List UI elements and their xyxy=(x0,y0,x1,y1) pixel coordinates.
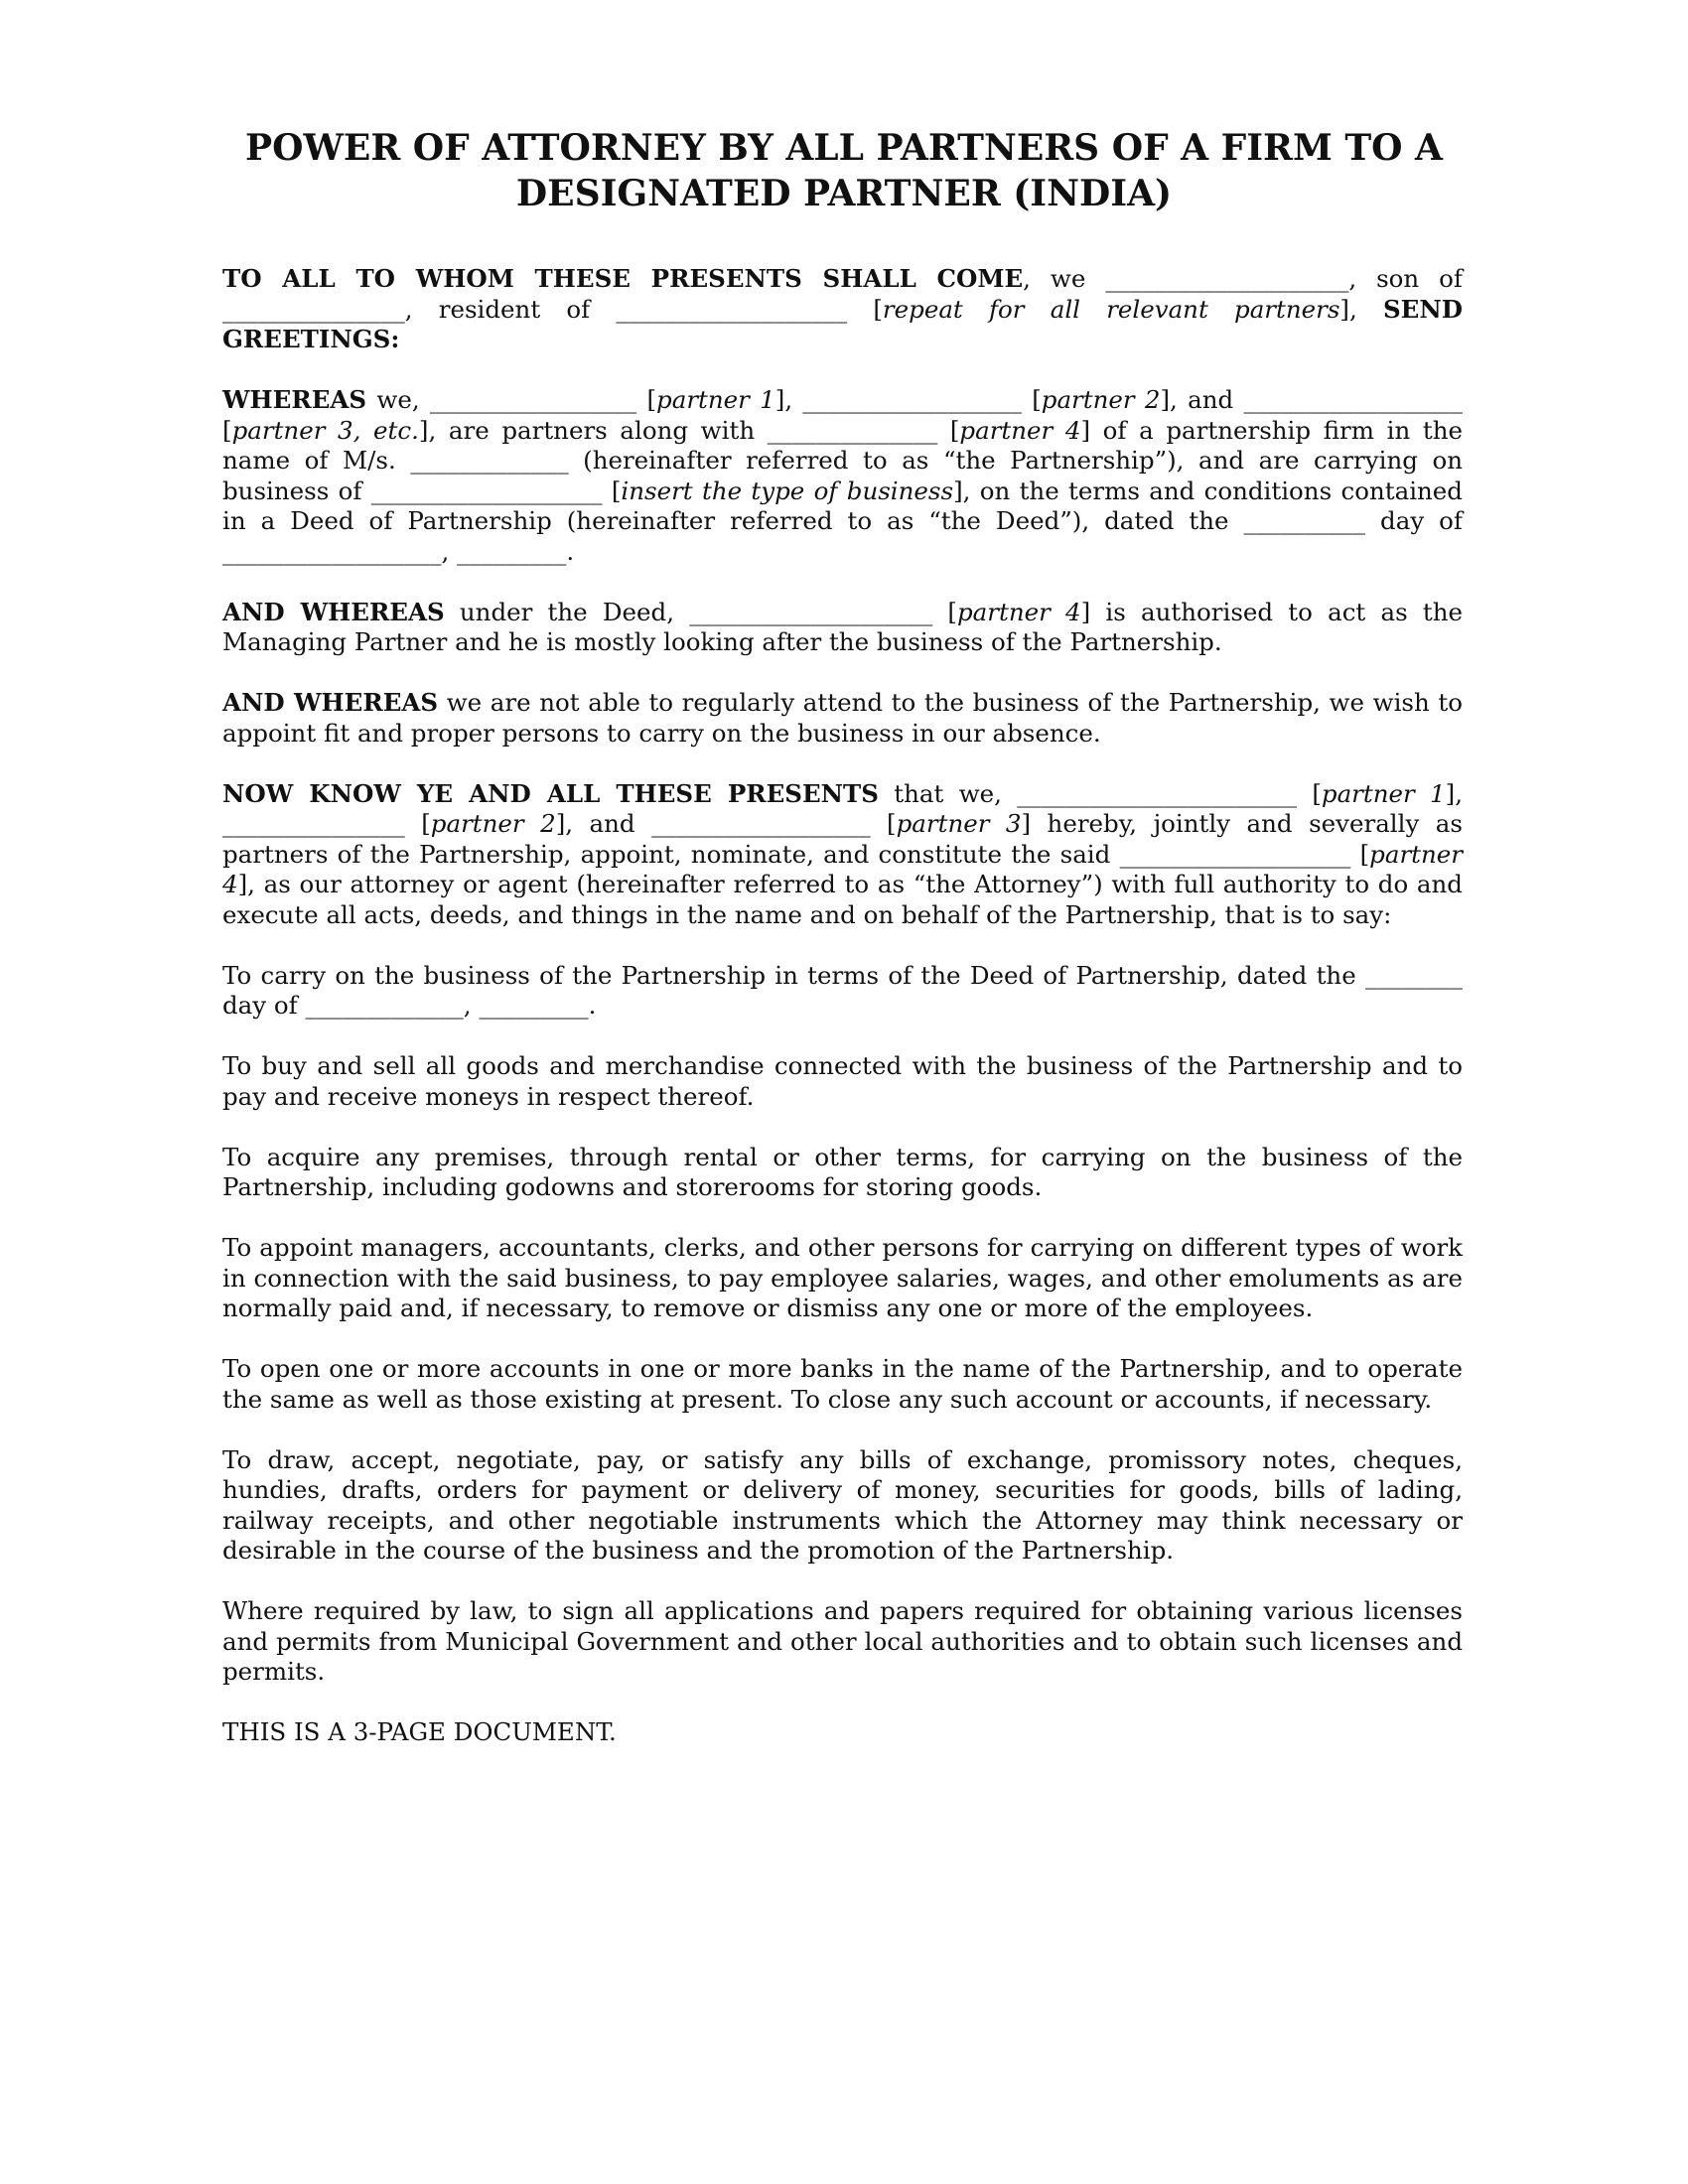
text-run: , we ____________________, son of _______________, resident of ___________________ [ xyxy=(222,264,1463,324)
italic-placeholder: partner 3 xyxy=(896,809,1022,838)
text-run: ], as our attorney or agent (hereinafter referred to as “the Attorney”) with full authority to do and execute all acts, deeds, and things in the name and on behalf of the Partnership, that is to say: xyxy=(222,870,1463,929)
whereas-partners-paragraph xyxy=(222,385,1463,567)
whereas-absence-paragraph xyxy=(222,688,1463,749)
text-run: we, _________________ [ xyxy=(366,385,657,414)
text-run: To draw, accept, negotiate, pay, or satisfy any bills of exchange, promissory notes, cheques, hundies, drafts, orders for payment or delivery of money, securities for goods, bills of lading, railway receipts, and other negotiable instruments which the Attorney may think necessary or desirable in the course of the business and the promotion of the Partnership. xyxy=(222,1444,1463,1565)
italic-placeholder: partner 3, etc. xyxy=(231,415,419,445)
text-run: To buy and sell all goods and merchandise connected with the business of the Partnership and to pay and receive moneys in respect thereof. xyxy=(222,1051,1463,1111)
carry-on-business-paragraph xyxy=(222,961,1463,1022)
text-run: ], _______________ [ xyxy=(222,778,1463,838)
text-run: ], and __________________ [ xyxy=(555,809,897,838)
bold-text: SEND GREETINGS: xyxy=(222,294,1463,353)
text-run: under the Deed, ____________________ [ xyxy=(444,597,957,626)
text-run: Where required by law, to sign all applications and papers required for obtaining various licenses and permits from Municipal Government and other local authorities and to obtain such licenses and permits. xyxy=(222,1596,1463,1686)
now-know-ye-paragraph xyxy=(222,779,1463,931)
licenses-paragraph xyxy=(222,1596,1463,1688)
text-run: ], __________________ [ xyxy=(774,385,1042,414)
italic-placeholder: partner 1 xyxy=(1321,778,1446,808)
title-line-1: POWER OF ATTORNEY BY ALL PARTNERS OF A FIRM TO A xyxy=(245,127,1443,169)
bold-text: NOW KNOW YE AND ALL THESE PRESENTS xyxy=(222,778,879,808)
italic-placeholder: partner 1 xyxy=(656,385,775,414)
buy-and-sell-paragraph xyxy=(222,1051,1463,1112)
italic-placeholder: partner 2 xyxy=(430,809,556,838)
page-count-note xyxy=(222,1717,1463,1748)
bank-accounts-paragraph xyxy=(222,1354,1463,1415)
italic-placeholder: partner 4 xyxy=(222,839,1463,898)
acquire-premises-paragraph xyxy=(222,1143,1463,1203)
whereas-managing-partner-paragraph xyxy=(222,598,1463,658)
text-run: ], xyxy=(1339,294,1383,324)
text-run: ] is authorised to act as the Managing Partner and he is mostly looking after the business of the Partnership. xyxy=(222,597,1463,656)
document-title xyxy=(199,125,1489,216)
text-run: ], and __________________ [ xyxy=(222,385,1464,445)
bold-text: TO ALL TO WHOM THESE PRESENTS SHALL COME xyxy=(222,264,1024,293)
appoint-managers-paragraph xyxy=(222,1233,1463,1324)
italic-placeholder: partner 2 xyxy=(1041,385,1161,414)
italic-placeholder: repeat for all relevant partners xyxy=(882,294,1340,324)
italic-placeholder: partner 4 xyxy=(959,415,1081,445)
text-run: To acquire any premises, through rental or other terms, for carrying on the business of the Partnership, including godowns and storerooms for storing goods. xyxy=(222,1142,1463,1201)
text-run: To carry on the business of the Partnership in terms of the Deed of Partnership, dated the ________ day of _____________, _________. xyxy=(222,960,1463,1020)
bold-text: AND WHEREAS xyxy=(222,597,445,626)
bold-text: WHEREAS xyxy=(222,385,367,414)
document-body xyxy=(222,264,1463,1748)
italic-placeholder: insert the type of business xyxy=(621,476,954,505)
text-run: that we, _______________________ [ xyxy=(878,778,1322,808)
text-run: ], are partners along with ______________ [ xyxy=(418,415,960,445)
text-run: ] hereby, jointly and severally as partners of the Partnership, appoint, nominate, and constitute the said ___________________ [ xyxy=(222,809,1463,869)
italic-placeholder: partner 4 xyxy=(956,597,1081,626)
negotiable-instruments-paragraph xyxy=(222,1445,1463,1567)
text-run: THIS IS A 3-PAGE DOCUMENT. xyxy=(222,1717,617,1746)
greeting-paragraph xyxy=(222,264,1463,355)
title-line-2: DESIGNATED PARTNER (INDIA) xyxy=(515,173,1173,214)
text-run: To appoint managers, accountants, clerks, and other persons for carrying on different types of work in connection with the said business, to pay employee salaries, wages, and other emoluments as are normally paid and, if necessary, to remove or dismiss any one or more of the employees. xyxy=(222,1233,1463,1322)
text-run: ] of a partnership firm in the name of M/s. _____________ (hereinafter referred to as “the Partnership”), and are carrying on business of ___________________ [ xyxy=(222,415,1463,505)
text-run: To open one or more accounts in one or more banks in the name of the Partnership, and to operate the same as well as those existing at present. To close any such account or accounts, if necessary. xyxy=(222,1354,1463,1414)
text-run: we are not able to regularly attend to the business of the Partnership, we wish to appoint fit and proper persons to carry on the business in our absence. xyxy=(222,688,1463,748)
bold-text: AND WHEREAS xyxy=(222,688,439,717)
text-run: ], on the terms and conditions contained in a Deed of Partnership (hereinafter referred to as “the Deed”), dated the __________ day of __________________, _________. xyxy=(222,476,1463,566)
